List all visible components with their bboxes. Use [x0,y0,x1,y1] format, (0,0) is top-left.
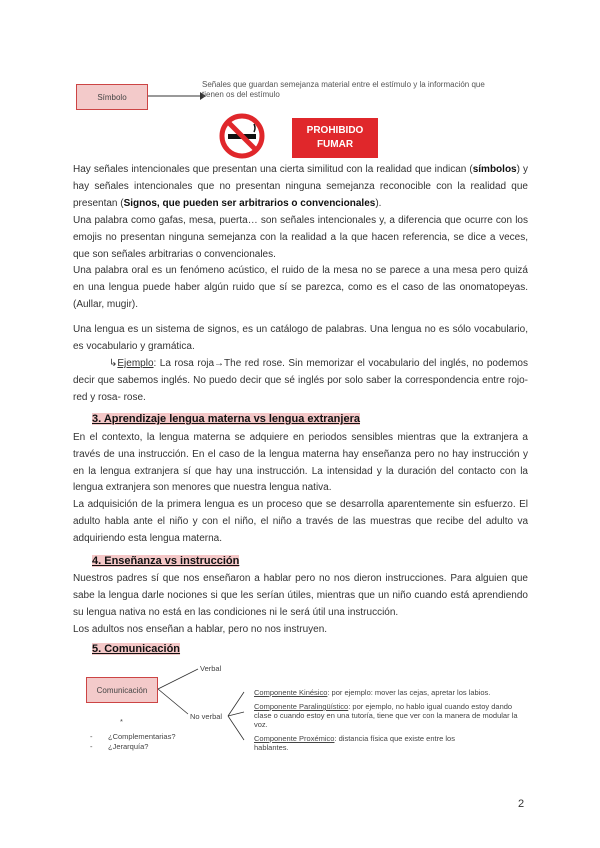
paralinguistico-title: Componente Paralingüístico [254,702,349,711]
paragraph-ejemplo: ↳Ejemplo: La rosa roja→The red rose. Sin memorizar el vocabulario del inglés, no podemos decir que sabemos inglés. No puedo decir que sé inglés por solo saber la correspondencia entre rojo- red y rosa- rose. [73,358,528,403]
prohibido-fumar-sign: PROHIBIDO FUMAR [292,118,378,158]
simbolo-desc-line2: tienen os del estímulo [202,90,280,99]
paragraph-lengua-materna: En el contexto, la lengua materna se adquiere en periodos sensibles mientras que la extranjera a través de una instrucción. En el caso de la lengua materna hay enseñanza pero no hay instrucción y en la lengua extranjera sí que hay una instrucción. La intensidad y la duración del contacto con la lengua extranjera son menores que nuestra lengua nativa. [73,432,528,494]
paragraph-adultos: Los adultos nos enseñan a hablar, pero no nos instruyen. [73,624,328,635]
p1-text-c: ) y hay señales intencionales que no presentan ninguna semejanza reconocible con la realidad que presentan ( [73,164,528,209]
p1-text-a: Hay señales intencionales que presentan una cierta similitud con la realidad que indican ( [73,164,473,175]
simbolo-label: Símbolo [97,92,127,102]
kinesico-text: : por ejemplo: mover las cejas, apretar los labios. [327,688,491,697]
paralinguistico-text: : por ejemplo, no hablo igual cuando estoy dando clase o cuando estoy en una tutoría, tiene que ver con la manera de modular la voz. [254,702,518,729]
q1-text: ¿Complementarias? [108,732,176,741]
paragraph-lengua-sistema: Una lengua es un sistema de signos, es un catálogo de palabras. Una lengua no es sólo vocabulario, es vocabulario y gramática. [73,324,528,352]
paragraph-gafas: Una palabra como gafas, mesa, puerta… son señales intencionales y, a diferencia que ocurre con los emojis no presentan ninguna semejanza con la realidad a la que hacen referencia, se dice a veces, que son señales arbitrarias o convencionales. [73,215,528,260]
paragraph-padres: Nuestros padres sí que nos enseñaron a hablar pero no nos dieron instrucciones. Para alguien que sabe la lengua darle nociones si que les serían útiles, mientras que un niño cuando está aprendiendo su lengua nativa no está en las condiciones ni le será útil una instrucción. [73,573,528,618]
page-number: 2 [518,798,525,810]
p1-text-e: ). [375,197,382,209]
p1-bold-simbolos: símbolos [472,164,517,175]
paragraph-palabra-oral: Una palabra oral es un fenómeno acústico, el ruido de la mesa no se parece a una mesa pero quizá en una lengua puede haber algún ruido que sí se parezca, como es el caso de las onomatopeyas. (Aullar, mugir). [73,265,528,310]
section-3-heading [92,413,360,425]
question-complementarias: - ¿Complementarias? [90,732,176,741]
no-smoking-icon [218,112,266,160]
q2-text: ¿Jerarquía? [108,742,149,751]
componente-paralinguistico [254,702,524,729]
p1-bold-signos: Signos, que pueden ser arbitrarios o convencionales [123,197,376,209]
comunicacion-box [86,677,158,703]
ejemplo-text: : La rosa roja→The red rose. Sin memorizar el vocabulario del inglés, no podemos decir que sabemos inglés. No puedo decir que sé inglés por solo saber la correspondencia entre rojo- red y rosa- rose. [73,358,528,403]
proxemico-text: : distancia física que existe entre los hablantes. [254,734,455,752]
simbolo-desc-line1: Señales que guardan semejanza material entre el estímulo y la información que [202,80,485,89]
arrow-icon [148,88,208,102]
simbolo-description [202,80,532,100]
componente-kinesico [254,688,524,697]
simbolo-box [76,84,148,110]
paragraph-adquisicion: La adquisición de la primera lengua es un proceso que se desarrolla aparentemente sin esfuerzo. El adulto habla ante el niño y con el niño, el niño a través de las muestras que recibe del adulto va adquiriendo esta lengua materna. [73,499,528,544]
section-4-heading [92,555,239,567]
verbal-label: Verbal [200,664,222,673]
section-5-title: 5. Comunicación [92,643,181,655]
question-jerarquia: - ¿Jerarquía? [90,742,149,751]
section-5-heading [92,643,180,655]
comunicacion-label: Comunicación [96,685,148,695]
proxemico-title: Componente Proxémico [254,734,335,743]
ejemplo-label: Ejemplo [117,358,154,369]
paragraph-signals [73,162,528,212]
no-verbal-branches [226,686,254,746]
section-3-title: 3. Aprendizaje lengua materna vs lengua extranjera [92,413,360,425]
no-verbal-label: No verbal [190,712,223,721]
section-4-title: 4. Enseñanza vs instrucción [92,555,240,567]
componente-proxemico [254,734,484,752]
asterisk-mark: * [120,717,123,726]
kinesico-title: Componente Kinésico [254,688,328,697]
